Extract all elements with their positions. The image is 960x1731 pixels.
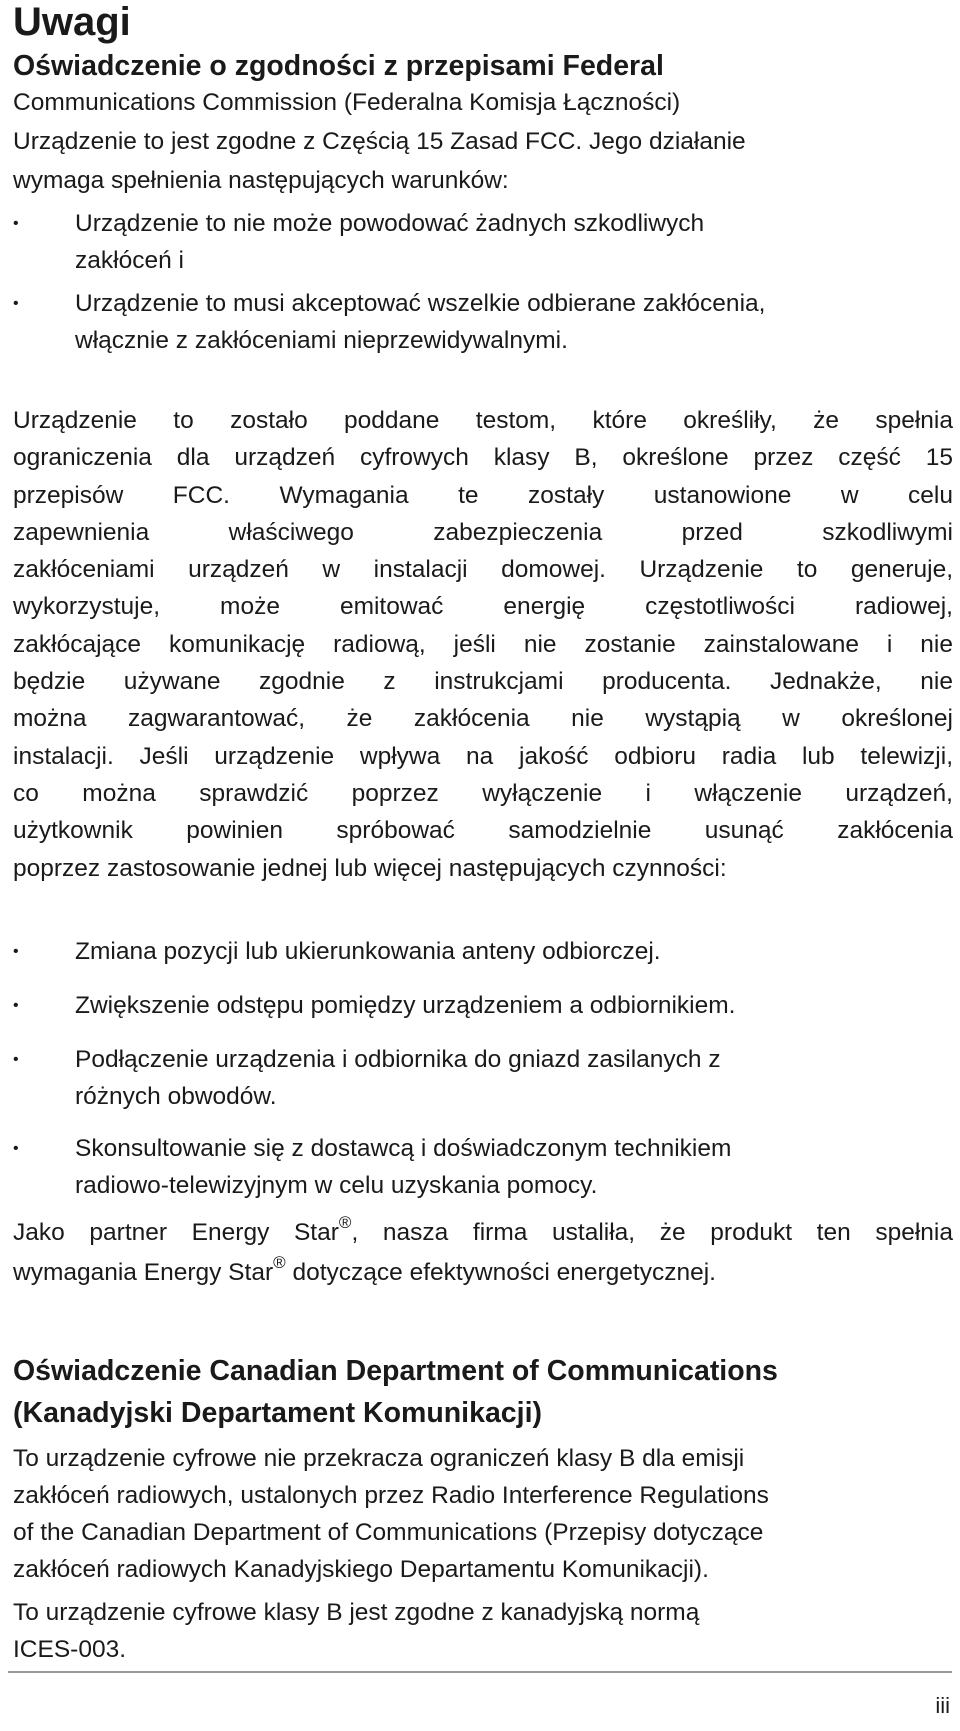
text-line: ICES-003. bbox=[13, 1636, 127, 1663]
text-line: Communications Commission (Federalna Komisja Łączności) bbox=[13, 89, 681, 116]
fcc-intro bbox=[13, 83, 953, 200]
text-line: Zmiana pozycji lub ukierunkowania anteny odbiorczej. bbox=[75, 938, 661, 965]
text-line: zapewnienia właściwego zabezpieczenia przed szkodliwymi bbox=[13, 518, 953, 546]
energy-star-statement bbox=[13, 1213, 953, 1293]
bullet: • bbox=[13, 943, 19, 960]
text-line: różnych obwodów. bbox=[75, 1083, 277, 1110]
canada-paragraph-2 bbox=[13, 1594, 953, 1668]
bullet: • bbox=[13, 1051, 19, 1068]
page-title: Uwagi bbox=[13, 0, 131, 44]
text-line: To urządzenie cyfrowe nie przekracza ograniczeń klasy B dla emisji bbox=[13, 1445, 745, 1472]
text-line: użytkownik powinien spróbować samodzielnie usunąć zakłócenia bbox=[13, 817, 953, 845]
text-line: włącznie z zakłóceniami nieprzewidywalnymi. bbox=[75, 327, 568, 354]
bullet: • bbox=[13, 295, 19, 312]
registered-mark: ® bbox=[338, 1213, 352, 1232]
text-line: można zagwarantować, że zakłócenia nie wystąpią w określonej bbox=[13, 705, 953, 733]
text-line: zakłóceniami urządzeń w instalacji domowej. Urządzenie to generuje, bbox=[13, 556, 953, 584]
text-line: Urządzenie to zostało poddane testom, które określiły, że spełnia bbox=[13, 407, 953, 434]
text-line: zakłóceń radiowych, ustalonych przez Radio Interference Regulations bbox=[13, 1482, 769, 1509]
bullet: • bbox=[13, 215, 19, 232]
text-line: Zwiększenie odstępu pomiędzy urządzeniem a odbiornikiem. bbox=[75, 992, 736, 1019]
canada-paragraph-1 bbox=[13, 1440, 953, 1588]
text-fragment: dotyczące efektywności energetycznej. bbox=[285, 1259, 716, 1286]
text-fragment: wymagania Energy Star bbox=[13, 1259, 274, 1286]
text-fragment: , nasza firma ustaliła, że produkt ten spełnia bbox=[351, 1219, 954, 1246]
bullet: • bbox=[13, 997, 19, 1014]
fcc-heading: Oświadczenie o zgodności z przepisami Federal bbox=[13, 50, 664, 82]
registered-mark: ® bbox=[273, 1253, 286, 1272]
text-line: To urządzenie cyfrowe klasy B jest zgodne z kanadyjską normą bbox=[13, 1599, 700, 1626]
text-line bbox=[13, 1213, 953, 1253]
text-line: wykorzystuje, może emitować energię częstotliwości radiowej, bbox=[13, 593, 953, 621]
text-line: Urządzenie to nie może powodować żadnych szkodliwych bbox=[75, 210, 705, 237]
text-line: przepisów FCC. Wymagania te zostały ustanowione w celu bbox=[13, 481, 953, 509]
text-line: Podłączenie urządzenia i odbiornika do gniazd zasilanych z bbox=[75, 1046, 721, 1073]
bullet: • bbox=[13, 1140, 19, 1157]
heading-line: (Kanadyjski Departament Komunikacji) bbox=[13, 1397, 542, 1429]
text-line: instalacji. Jeśli urządzenie wpływa na jakość odbioru radia lub telewizji, bbox=[13, 742, 953, 770]
text-line: co można sprawdzić poprzez wyłączenie i włączenie urządzeń, bbox=[13, 779, 953, 807]
text-line: zakłóceń radiowych Kanadyjskiego Departamentu Komunikacji). bbox=[13, 1556, 709, 1583]
heading-line: Oświadczenie Canadian Department of Communications bbox=[13, 1355, 778, 1387]
text-line: poprzez zastosowanie jednej lub więcej następujących czynności: bbox=[13, 854, 727, 882]
text-line: of the Canadian Department of Communications (Przepisy dotyczące bbox=[13, 1519, 764, 1546]
canada-heading bbox=[13, 1351, 778, 1433]
text-line: radiowo-telewizyjnym w celu uzyskania pomocy. bbox=[75, 1172, 598, 1199]
text-line: Urządzenie to musi akceptować wszelkie odbierane zakłócenia, bbox=[75, 290, 766, 317]
text-line: zakłócające komunikację radiową, jeśli nie zostanie zainstalowane i nie bbox=[13, 630, 953, 658]
text-line: Urządzenie to jest zgodne z Częścią 15 Zasad FCC. Jego działanie bbox=[13, 128, 746, 155]
text-line bbox=[13, 1253, 953, 1293]
text-line: Skonsultowanie się z dostawcą i doświadczonym technikiem bbox=[75, 1135, 732, 1162]
page-number: iii bbox=[935, 1693, 950, 1718]
text-line: będzie używane zgodnie z instrukcjami producenta. Jednakże, nie bbox=[13, 668, 953, 696]
text-line: ograniczenia dla urządzeń cyfrowych klasy B, określone przez część 15 bbox=[13, 444, 953, 472]
text-line: zakłóceń i bbox=[75, 247, 184, 274]
fcc-body bbox=[13, 402, 953, 887]
footer-divider bbox=[8, 1671, 952, 1673]
text-line: wymaga spełnienia następujących warunków: bbox=[13, 167, 509, 194]
text-fragment: Jako partner Energy Star bbox=[13, 1219, 339, 1246]
